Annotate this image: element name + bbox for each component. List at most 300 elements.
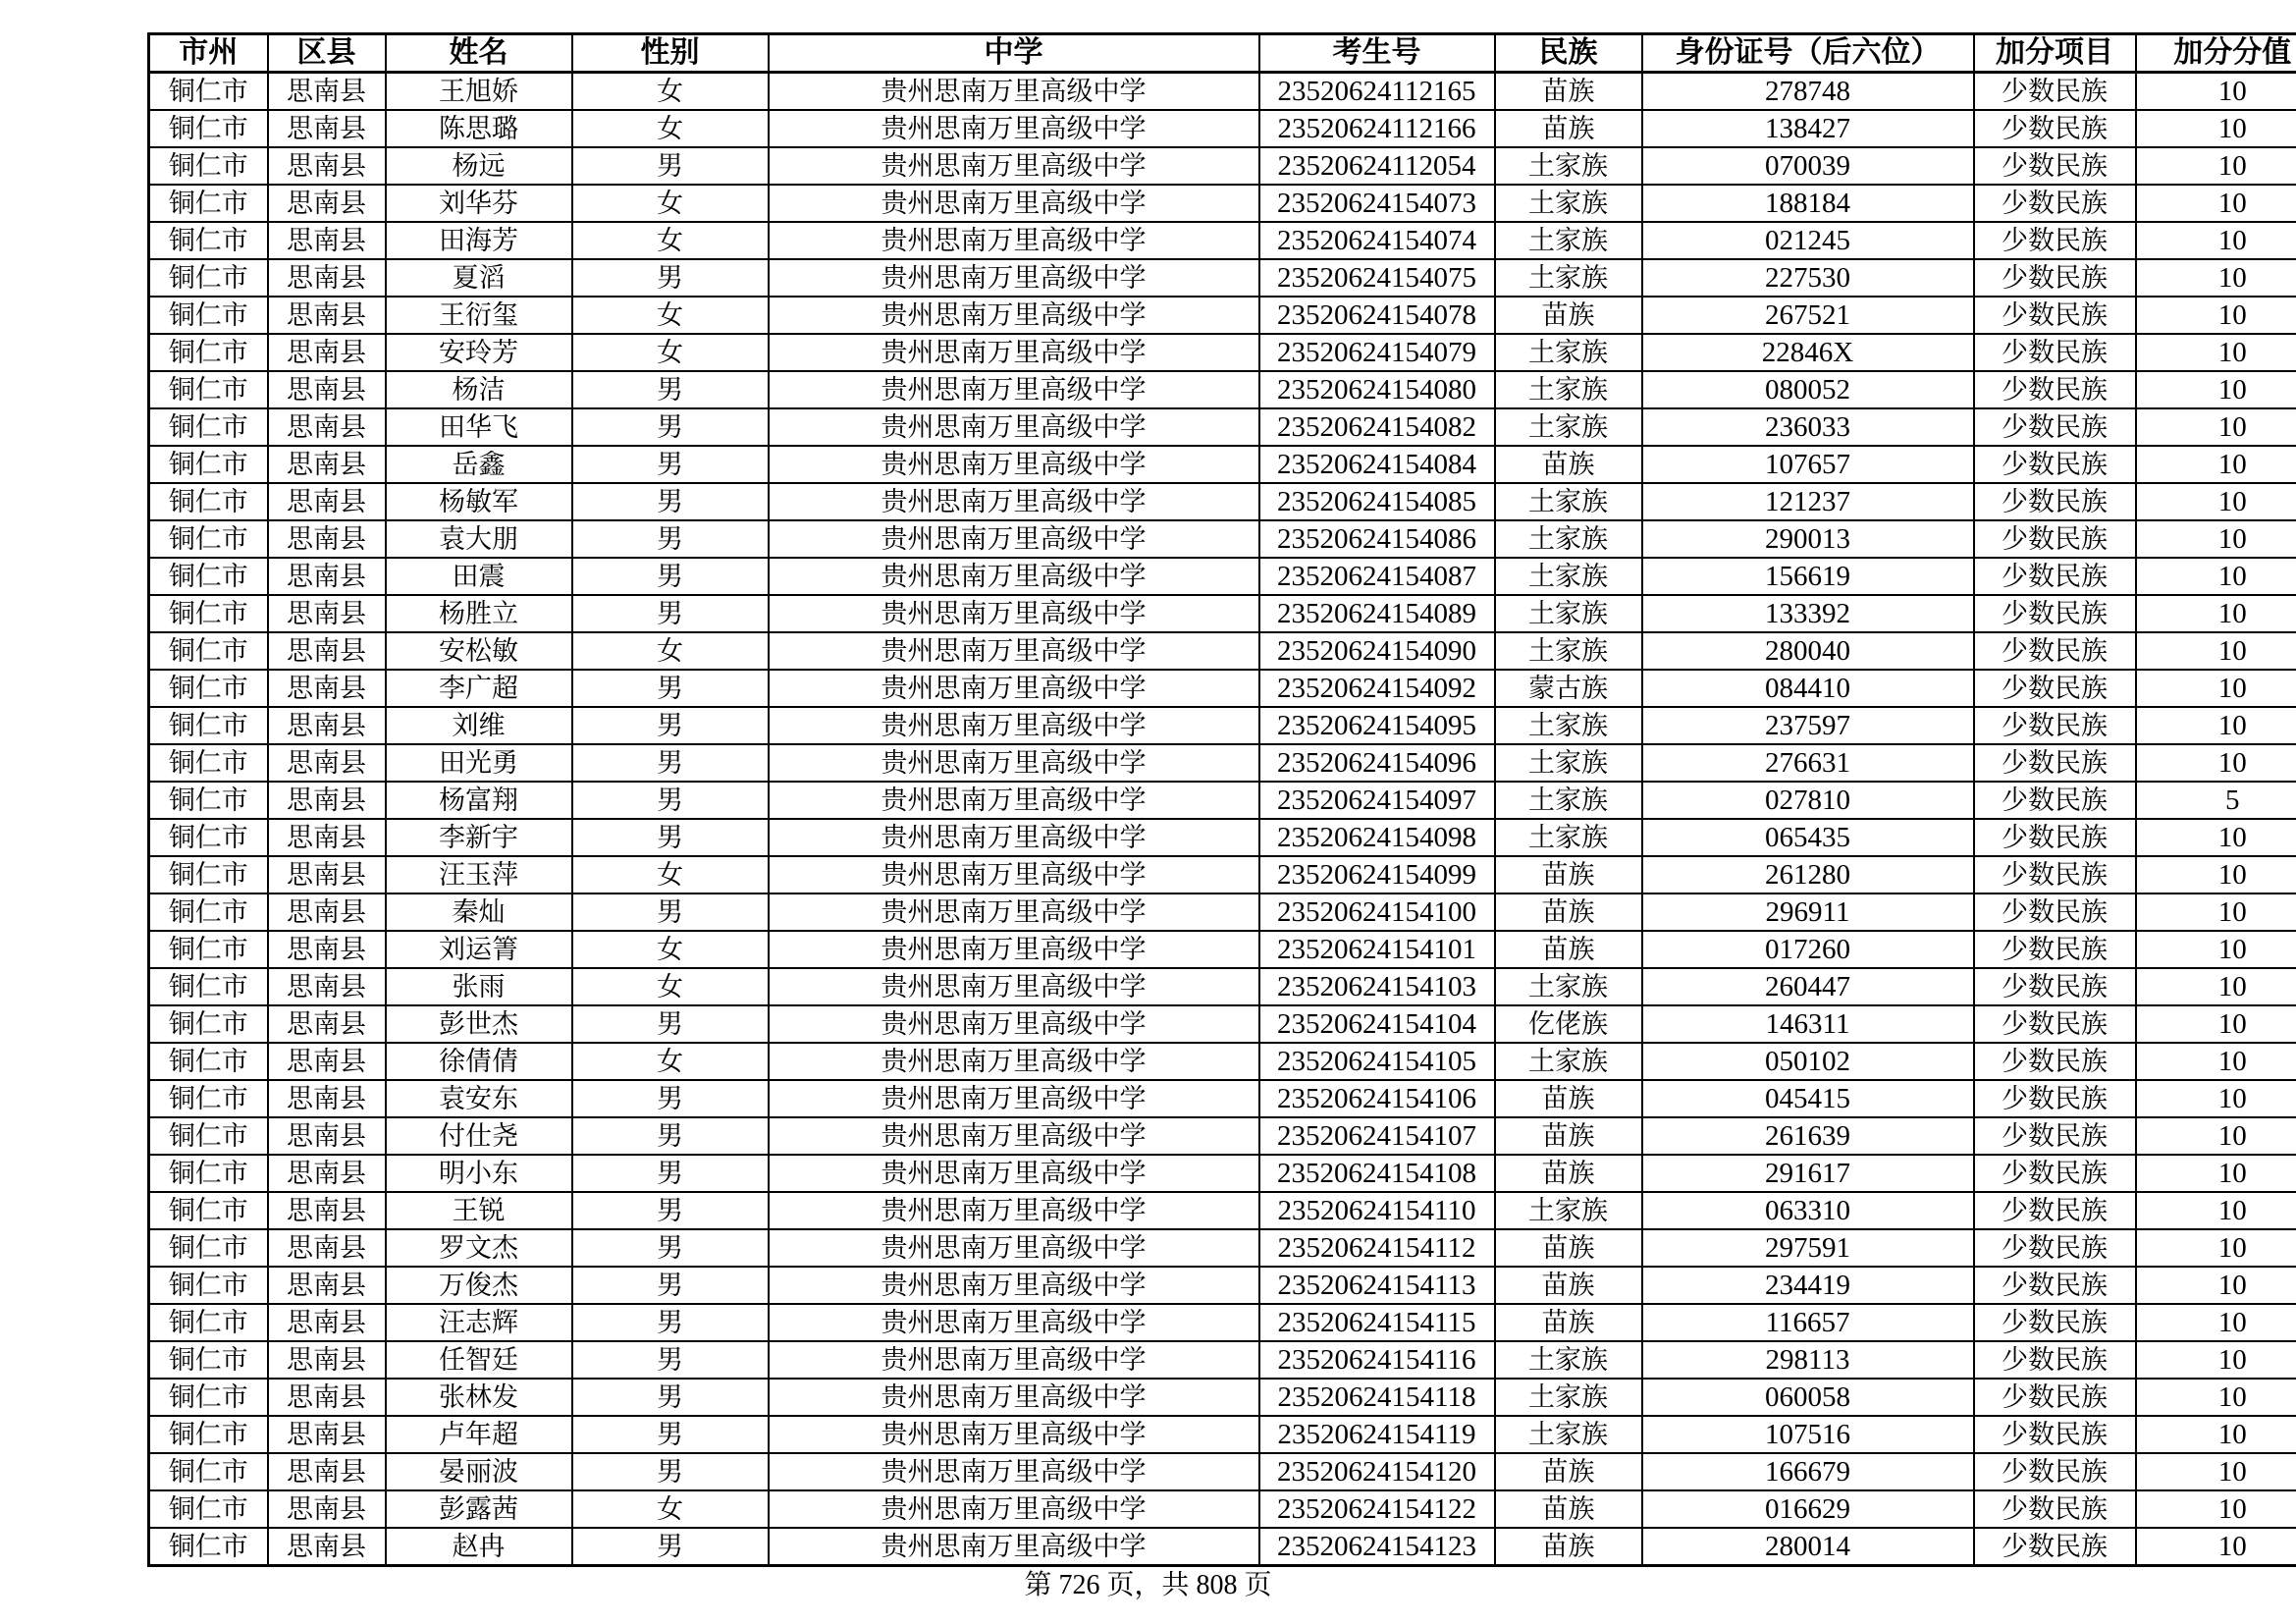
cell-school: 贵州思南万里高级中学 bbox=[769, 1005, 1259, 1043]
cell-ethnicity: 土家族 bbox=[1495, 520, 1642, 558]
table-row bbox=[149, 931, 2296, 968]
cell-county: 思南县 bbox=[268, 1267, 386, 1304]
cell-school: 贵州思南万里高级中学 bbox=[769, 1341, 1259, 1379]
cell-bonus-item: 少数民族 bbox=[1974, 931, 2136, 968]
cell-bonus-value: 10 bbox=[2136, 334, 2296, 371]
cell-gender: 男 bbox=[572, 744, 769, 782]
cell-school: 贵州思南万里高级中学 bbox=[769, 1267, 1259, 1304]
cell-city: 铜仁市 bbox=[149, 1155, 268, 1192]
cell-gender: 男 bbox=[572, 1267, 769, 1304]
cell-county: 思南县 bbox=[268, 893, 386, 931]
cell-gender: 男 bbox=[572, 670, 769, 707]
header-bonus-item: 加分项目 bbox=[1974, 34, 2136, 73]
cell-ethnicity: 蒙古族 bbox=[1495, 670, 1642, 707]
cell-bonus-item: 少数民族 bbox=[1974, 819, 2136, 856]
cell-city: 铜仁市 bbox=[149, 1005, 268, 1043]
cell-ethnicity: 土家族 bbox=[1495, 1416, 1642, 1453]
cell-name: 田光勇 bbox=[386, 744, 572, 782]
cell-bonus-item: 少数民族 bbox=[1974, 73, 2136, 111]
cell-exam-number: 23520624154078 bbox=[1259, 297, 1495, 334]
table-row bbox=[149, 446, 2296, 483]
cell-bonus-item: 少数民族 bbox=[1974, 1117, 2136, 1155]
cell-ethnicity: 苗族 bbox=[1495, 931, 1642, 968]
cell-city: 铜仁市 bbox=[149, 1453, 268, 1490]
cell-ethnicity: 土家族 bbox=[1495, 483, 1642, 520]
cell-county: 思南县 bbox=[268, 558, 386, 595]
cell-county: 思南县 bbox=[268, 110, 386, 147]
cell-id-last-six: 121237 bbox=[1642, 483, 1974, 520]
cell-county: 思南县 bbox=[268, 1155, 386, 1192]
cell-school: 贵州思南万里高级中学 bbox=[769, 1117, 1259, 1155]
cell-exam-number: 23520624154084 bbox=[1259, 446, 1495, 483]
table-body bbox=[149, 73, 2296, 1566]
table-row bbox=[149, 632, 2296, 670]
cell-city: 铜仁市 bbox=[149, 408, 268, 446]
cell-city: 铜仁市 bbox=[149, 1304, 268, 1341]
cell-school: 贵州思南万里高级中学 bbox=[769, 408, 1259, 446]
cell-bonus-value: 10 bbox=[2136, 1304, 2296, 1341]
cell-city: 铜仁市 bbox=[149, 819, 268, 856]
table-row bbox=[149, 893, 2296, 931]
cell-county: 思南县 bbox=[268, 1005, 386, 1043]
cell-ethnicity: 土家族 bbox=[1495, 707, 1642, 744]
cell-school: 贵州思南万里高级中学 bbox=[769, 1080, 1259, 1117]
table-row bbox=[149, 1192, 2296, 1229]
cell-bonus-item: 少数民族 bbox=[1974, 856, 2136, 893]
cell-id-last-six: 237597 bbox=[1642, 707, 1974, 744]
cell-name: 赵冉 bbox=[386, 1528, 572, 1566]
cell-id-last-six: 22846X bbox=[1642, 334, 1974, 371]
cell-county: 思南县 bbox=[268, 1229, 386, 1267]
cell-bonus-item: 少数民族 bbox=[1974, 1229, 2136, 1267]
cell-bonus-value: 10 bbox=[2136, 1379, 2296, 1416]
cell-name: 袁安东 bbox=[386, 1080, 572, 1117]
cell-bonus-item: 少数民族 bbox=[1974, 259, 2136, 297]
cell-county: 思南县 bbox=[268, 371, 386, 408]
cell-city: 铜仁市 bbox=[149, 483, 268, 520]
cell-bonus-value: 10 bbox=[2136, 707, 2296, 744]
header-school: 中学 bbox=[769, 34, 1259, 73]
cell-id-last-six: 290013 bbox=[1642, 520, 1974, 558]
cell-bonus-item: 少数民族 bbox=[1974, 670, 2136, 707]
cell-bonus-item: 少数民族 bbox=[1974, 147, 2136, 185]
cell-city: 铜仁市 bbox=[149, 744, 268, 782]
cell-bonus-item: 少数民族 bbox=[1974, 1528, 2136, 1566]
cell-name: 任智廷 bbox=[386, 1341, 572, 1379]
cell-exam-number: 23520624154098 bbox=[1259, 819, 1495, 856]
cell-id-last-six: 156619 bbox=[1642, 558, 1974, 595]
cell-school: 贵州思南万里高级中学 bbox=[769, 782, 1259, 819]
cell-name: 付仕尧 bbox=[386, 1117, 572, 1155]
cell-gender: 女 bbox=[572, 73, 769, 111]
cell-exam-number: 23520624154115 bbox=[1259, 1304, 1495, 1341]
cell-gender: 男 bbox=[572, 595, 769, 632]
cell-gender: 男 bbox=[572, 483, 769, 520]
table-row bbox=[149, 1341, 2296, 1379]
cell-county: 思南县 bbox=[268, 1416, 386, 1453]
table-row bbox=[149, 1490, 2296, 1528]
cell-city: 铜仁市 bbox=[149, 968, 268, 1005]
cell-county: 思南县 bbox=[268, 819, 386, 856]
cell-school: 贵州思南万里高级中学 bbox=[769, 1490, 1259, 1528]
cell-ethnicity: 苗族 bbox=[1495, 1304, 1642, 1341]
cell-bonus-item: 少数民族 bbox=[1974, 1453, 2136, 1490]
cell-ethnicity: 土家族 bbox=[1495, 595, 1642, 632]
cell-city: 铜仁市 bbox=[149, 334, 268, 371]
cell-id-last-six: 227530 bbox=[1642, 259, 1974, 297]
cell-bonus-item: 少数民族 bbox=[1974, 707, 2136, 744]
cell-school: 贵州思南万里高级中学 bbox=[769, 1453, 1259, 1490]
cell-school: 贵州思南万里高级中学 bbox=[769, 1192, 1259, 1229]
cell-name: 张雨 bbox=[386, 968, 572, 1005]
cell-name: 安玲芳 bbox=[386, 334, 572, 371]
table-row bbox=[149, 1229, 2296, 1267]
cell-name: 田海芳 bbox=[386, 222, 572, 259]
cell-school: 贵州思南万里高级中学 bbox=[769, 1528, 1259, 1566]
cell-county: 思南县 bbox=[268, 259, 386, 297]
cell-bonus-value: 10 bbox=[2136, 73, 2296, 111]
cell-bonus-value: 10 bbox=[2136, 446, 2296, 483]
cell-gender: 女 bbox=[572, 185, 769, 222]
cell-name: 李新宇 bbox=[386, 819, 572, 856]
cell-bonus-item: 少数民族 bbox=[1974, 1304, 2136, 1341]
cell-exam-number: 23520624154082 bbox=[1259, 408, 1495, 446]
cell-bonus-value: 10 bbox=[2136, 893, 2296, 931]
cell-county: 思南县 bbox=[268, 782, 386, 819]
cell-school: 贵州思南万里高级中学 bbox=[769, 893, 1259, 931]
cell-bonus-value: 10 bbox=[2136, 856, 2296, 893]
cell-school: 贵州思南万里高级中学 bbox=[769, 670, 1259, 707]
cell-bonus-item: 少数民族 bbox=[1974, 1005, 2136, 1043]
cell-id-last-six: 027810 bbox=[1642, 782, 1974, 819]
table-row bbox=[149, 707, 2296, 744]
cell-bonus-value: 10 bbox=[2136, 1528, 2296, 1566]
cell-ethnicity: 土家族 bbox=[1495, 222, 1642, 259]
cell-id-last-six: 021245 bbox=[1642, 222, 1974, 259]
cell-county: 思南县 bbox=[268, 334, 386, 371]
cell-name: 卢年超 bbox=[386, 1416, 572, 1453]
cell-id-last-six: 236033 bbox=[1642, 408, 1974, 446]
cell-ethnicity: 土家族 bbox=[1495, 782, 1642, 819]
cell-ethnicity: 土家族 bbox=[1495, 147, 1642, 185]
cell-school: 贵州思南万里高级中学 bbox=[769, 819, 1259, 856]
cell-bonus-value: 10 bbox=[2136, 670, 2296, 707]
cell-bonus-value: 10 bbox=[2136, 1005, 2296, 1043]
cell-gender: 女 bbox=[572, 334, 769, 371]
cell-gender: 男 bbox=[572, 408, 769, 446]
cell-id-last-six: 045415 bbox=[1642, 1080, 1974, 1117]
table-row bbox=[149, 782, 2296, 819]
cell-exam-number: 23520624154086 bbox=[1259, 520, 1495, 558]
cell-county: 思南县 bbox=[268, 185, 386, 222]
cell-city: 铜仁市 bbox=[149, 1229, 268, 1267]
cell-ethnicity: 仡佬族 bbox=[1495, 1005, 1642, 1043]
table-row bbox=[149, 334, 2296, 371]
cell-city: 铜仁市 bbox=[149, 259, 268, 297]
cell-county: 思南县 bbox=[268, 1117, 386, 1155]
cell-school: 贵州思南万里高级中学 bbox=[769, 334, 1259, 371]
table-row bbox=[149, 856, 2296, 893]
cell-id-last-six: 276631 bbox=[1642, 744, 1974, 782]
cell-bonus-item: 少数民族 bbox=[1974, 222, 2136, 259]
cell-school: 贵州思南万里高级中学 bbox=[769, 744, 1259, 782]
cell-bonus-value: 10 bbox=[2136, 931, 2296, 968]
cell-school: 贵州思南万里高级中学 bbox=[769, 222, 1259, 259]
cell-gender: 男 bbox=[572, 782, 769, 819]
cell-school: 贵州思南万里高级中学 bbox=[769, 147, 1259, 185]
table-row bbox=[149, 408, 2296, 446]
cell-bonus-value: 10 bbox=[2136, 968, 2296, 1005]
cell-ethnicity: 土家族 bbox=[1495, 968, 1642, 1005]
cell-ethnicity: 苗族 bbox=[1495, 1155, 1642, 1192]
cell-city: 铜仁市 bbox=[149, 371, 268, 408]
cell-exam-number: 23520624154074 bbox=[1259, 222, 1495, 259]
cell-bonus-value: 10 bbox=[2136, 185, 2296, 222]
header-county: 区县 bbox=[268, 34, 386, 73]
cell-id-last-six: 297591 bbox=[1642, 1229, 1974, 1267]
cell-name: 明小东 bbox=[386, 1155, 572, 1192]
cell-gender: 男 bbox=[572, 819, 769, 856]
table-row bbox=[149, 520, 2296, 558]
cell-id-last-six: 138427 bbox=[1642, 110, 1974, 147]
cell-bonus-value: 10 bbox=[2136, 371, 2296, 408]
cell-bonus-item: 少数民族 bbox=[1974, 1490, 2136, 1528]
cell-id-last-six: 166679 bbox=[1642, 1453, 1974, 1490]
cell-county: 思南县 bbox=[268, 1379, 386, 1416]
cell-exam-number: 23520624154120 bbox=[1259, 1453, 1495, 1490]
cell-school: 贵州思南万里高级中学 bbox=[769, 73, 1259, 111]
cell-ethnicity: 苗族 bbox=[1495, 297, 1642, 334]
cell-school: 贵州思南万里高级中学 bbox=[769, 1043, 1259, 1080]
cell-id-last-six: 267521 bbox=[1642, 297, 1974, 334]
cell-name: 李广超 bbox=[386, 670, 572, 707]
cell-county: 思南县 bbox=[268, 1192, 386, 1229]
table-row bbox=[149, 297, 2296, 334]
cell-gender: 男 bbox=[572, 1117, 769, 1155]
cell-bonus-value: 10 bbox=[2136, 408, 2296, 446]
cell-exam-number: 23520624154100 bbox=[1259, 893, 1495, 931]
cell-ethnicity: 土家族 bbox=[1495, 744, 1642, 782]
cell-name: 夏滔 bbox=[386, 259, 572, 297]
cell-city: 铜仁市 bbox=[149, 707, 268, 744]
cell-gender: 男 bbox=[572, 1416, 769, 1453]
cell-county: 思南县 bbox=[268, 446, 386, 483]
cell-school: 贵州思南万里高级中学 bbox=[769, 520, 1259, 558]
header-city: 市州 bbox=[149, 34, 268, 73]
cell-county: 思南县 bbox=[268, 1341, 386, 1379]
table-row bbox=[149, 819, 2296, 856]
table-row bbox=[149, 1005, 2296, 1043]
cell-county: 思南县 bbox=[268, 297, 386, 334]
cell-county: 思南县 bbox=[268, 1043, 386, 1080]
cell-exam-number: 23520624154113 bbox=[1259, 1267, 1495, 1304]
cell-ethnicity: 土家族 bbox=[1495, 1341, 1642, 1379]
cell-exam-number: 23520624154087 bbox=[1259, 558, 1495, 595]
cell-gender: 男 bbox=[572, 1379, 769, 1416]
cell-ethnicity: 土家族 bbox=[1495, 259, 1642, 297]
cell-id-last-six: 146311 bbox=[1642, 1005, 1974, 1043]
cell-name: 杨洁 bbox=[386, 371, 572, 408]
cell-id-last-six: 234419 bbox=[1642, 1267, 1974, 1304]
cell-exam-number: 23520624154103 bbox=[1259, 968, 1495, 1005]
table-row bbox=[149, 110, 2296, 147]
cell-gender: 男 bbox=[572, 371, 769, 408]
cell-school: 贵州思南万里高级中学 bbox=[769, 856, 1259, 893]
cell-city: 铜仁市 bbox=[149, 297, 268, 334]
cell-county: 思南县 bbox=[268, 968, 386, 1005]
cell-city: 铜仁市 bbox=[149, 73, 268, 111]
cell-bonus-item: 少数民族 bbox=[1974, 185, 2136, 222]
cell-name: 汪志辉 bbox=[386, 1304, 572, 1341]
cell-name: 王衍玺 bbox=[386, 297, 572, 334]
cell-gender: 女 bbox=[572, 931, 769, 968]
cell-gender: 男 bbox=[572, 1005, 769, 1043]
cell-school: 贵州思南万里高级中学 bbox=[769, 483, 1259, 520]
cell-name: 杨胜立 bbox=[386, 595, 572, 632]
cell-school: 贵州思南万里高级中学 bbox=[769, 707, 1259, 744]
cell-gender: 女 bbox=[572, 297, 769, 334]
cell-school: 贵州思南万里高级中学 bbox=[769, 1155, 1259, 1192]
cell-exam-number: 23520624154101 bbox=[1259, 931, 1495, 968]
cell-gender: 男 bbox=[572, 1304, 769, 1341]
header-ethnicity: 民族 bbox=[1495, 34, 1642, 73]
cell-school: 贵州思南万里高级中学 bbox=[769, 595, 1259, 632]
cell-city: 铜仁市 bbox=[149, 856, 268, 893]
cell-bonus-value: 10 bbox=[2136, 1267, 2296, 1304]
table-row bbox=[149, 1267, 2296, 1304]
cell-bonus-item: 少数民族 bbox=[1974, 632, 2136, 670]
header-id-last-six: 身份证号（后六位） bbox=[1642, 34, 1974, 73]
cell-name: 刘华芬 bbox=[386, 185, 572, 222]
cell-bonus-item: 少数民族 bbox=[1974, 595, 2136, 632]
cell-city: 铜仁市 bbox=[149, 1080, 268, 1117]
cell-gender: 女 bbox=[572, 1043, 769, 1080]
cell-bonus-item: 少数民族 bbox=[1974, 446, 2136, 483]
cell-bonus-value: 10 bbox=[2136, 1416, 2296, 1453]
cell-name: 岳鑫 bbox=[386, 446, 572, 483]
cell-id-last-six: 291617 bbox=[1642, 1155, 1974, 1192]
cell-id-last-six: 016629 bbox=[1642, 1490, 1974, 1528]
cell-bonus-item: 少数民族 bbox=[1974, 334, 2136, 371]
table-row bbox=[149, 1528, 2296, 1566]
cell-bonus-item: 少数民族 bbox=[1974, 1341, 2136, 1379]
cell-bonus-value: 10 bbox=[2136, 1192, 2296, 1229]
cell-id-last-six: 298113 bbox=[1642, 1341, 1974, 1379]
cell-school: 贵州思南万里高级中学 bbox=[769, 259, 1259, 297]
cell-city: 铜仁市 bbox=[149, 893, 268, 931]
student-table bbox=[147, 32, 2296, 1567]
cell-bonus-value: 10 bbox=[2136, 1229, 2296, 1267]
cell-school: 贵州思南万里高级中学 bbox=[769, 297, 1259, 334]
table-row bbox=[149, 483, 2296, 520]
cell-county: 思南县 bbox=[268, 1453, 386, 1490]
cell-ethnicity: 土家族 bbox=[1495, 819, 1642, 856]
cell-school: 贵州思南万里高级中学 bbox=[769, 185, 1259, 222]
cell-exam-number: 23520624154122 bbox=[1259, 1490, 1495, 1528]
cell-exam-number: 23520624154095 bbox=[1259, 707, 1495, 744]
cell-county: 思南县 bbox=[268, 595, 386, 632]
cell-name: 汪玉萍 bbox=[386, 856, 572, 893]
table-row bbox=[149, 670, 2296, 707]
cell-gender: 男 bbox=[572, 558, 769, 595]
cell-ethnicity: 苗族 bbox=[1495, 1117, 1642, 1155]
cell-bonus-value: 10 bbox=[2136, 297, 2296, 334]
cell-id-last-six: 296911 bbox=[1642, 893, 1974, 931]
cell-gender: 女 bbox=[572, 968, 769, 1005]
cell-gender: 女 bbox=[572, 1490, 769, 1528]
cell-ethnicity: 苗族 bbox=[1495, 73, 1642, 111]
cell-school: 贵州思南万里高级中学 bbox=[769, 632, 1259, 670]
cell-bonus-value: 10 bbox=[2136, 1155, 2296, 1192]
cell-school: 贵州思南万里高级中学 bbox=[769, 931, 1259, 968]
cell-exam-number: 23520624154119 bbox=[1259, 1416, 1495, 1453]
cell-ethnicity: 土家族 bbox=[1495, 1192, 1642, 1229]
cell-school: 贵州思南万里高级中学 bbox=[769, 371, 1259, 408]
cell-city: 铜仁市 bbox=[149, 595, 268, 632]
cell-id-last-six: 278748 bbox=[1642, 73, 1974, 111]
cell-school: 贵州思南万里高级中学 bbox=[769, 110, 1259, 147]
cell-exam-number: 23520624154089 bbox=[1259, 595, 1495, 632]
header-gender: 性别 bbox=[572, 34, 769, 73]
cell-exam-number: 23520624154106 bbox=[1259, 1080, 1495, 1117]
cell-bonus-value: 10 bbox=[2136, 1080, 2296, 1117]
cell-bonus-value: 10 bbox=[2136, 819, 2296, 856]
cell-county: 思南县 bbox=[268, 707, 386, 744]
cell-bonus-item: 少数民族 bbox=[1974, 1379, 2136, 1416]
table-row bbox=[149, 1080, 2296, 1117]
cell-gender: 男 bbox=[572, 446, 769, 483]
cell-gender: 男 bbox=[572, 1229, 769, 1267]
header-bonus-value: 加分分值 bbox=[2136, 34, 2296, 73]
cell-city: 铜仁市 bbox=[149, 446, 268, 483]
table-row bbox=[149, 1043, 2296, 1080]
cell-bonus-item: 少数民族 bbox=[1974, 782, 2136, 819]
table-row bbox=[149, 744, 2296, 782]
cell-bonus-value: 10 bbox=[2136, 1453, 2296, 1490]
cell-school: 贵州思南万里高级中学 bbox=[769, 1229, 1259, 1267]
cell-name: 刘运箐 bbox=[386, 931, 572, 968]
cell-bonus-value: 10 bbox=[2136, 147, 2296, 185]
table-row bbox=[149, 259, 2296, 297]
cell-city: 铜仁市 bbox=[149, 782, 268, 819]
cell-gender: 男 bbox=[572, 707, 769, 744]
cell-school: 贵州思南万里高级中学 bbox=[769, 1304, 1259, 1341]
cell-id-last-six: 107516 bbox=[1642, 1416, 1974, 1453]
table-row bbox=[149, 1304, 2296, 1341]
cell-id-last-six: 260447 bbox=[1642, 968, 1974, 1005]
cell-bonus-value: 10 bbox=[2136, 1043, 2296, 1080]
cell-ethnicity: 苗族 bbox=[1495, 1229, 1642, 1267]
table-row bbox=[149, 1416, 2296, 1453]
cell-county: 思南县 bbox=[268, 744, 386, 782]
cell-bonus-value: 5 bbox=[2136, 782, 2296, 819]
cell-gender: 男 bbox=[572, 147, 769, 185]
cell-exam-number: 23520624112166 bbox=[1259, 110, 1495, 147]
cell-ethnicity: 土家族 bbox=[1495, 334, 1642, 371]
cell-county: 思南县 bbox=[268, 222, 386, 259]
cell-id-last-six: 280040 bbox=[1642, 632, 1974, 670]
cell-county: 思南县 bbox=[268, 670, 386, 707]
cell-city: 铜仁市 bbox=[149, 1192, 268, 1229]
cell-exam-number: 23520624154090 bbox=[1259, 632, 1495, 670]
cell-city: 铜仁市 bbox=[149, 1416, 268, 1453]
table-row bbox=[149, 595, 2296, 632]
cell-id-last-six: 063310 bbox=[1642, 1192, 1974, 1229]
cell-exam-number: 23520624154110 bbox=[1259, 1192, 1495, 1229]
cell-id-last-six: 017260 bbox=[1642, 931, 1974, 968]
cell-gender: 女 bbox=[572, 856, 769, 893]
cell-name: 陈思璐 bbox=[386, 110, 572, 147]
